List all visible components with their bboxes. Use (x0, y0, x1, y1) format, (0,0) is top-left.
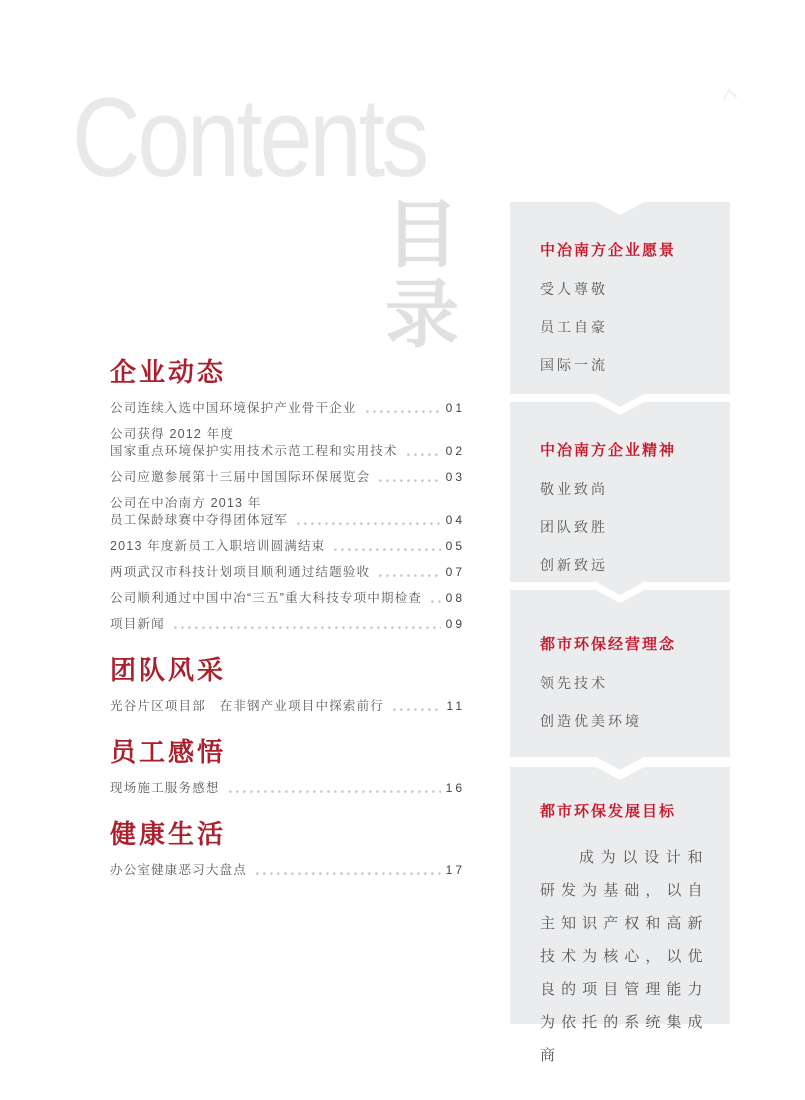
page-number: 04 (445, 513, 465, 527)
panel-paragraph: 成为以设计和研发为基础，以自主知识产权和高新技术为核心，以优良的项目管理能力为依托的系统集成商 (540, 849, 706, 1064)
entry-title: 办公室健康恶习大盘点 (110, 863, 248, 877)
toc-entry[interactable] (110, 590, 465, 607)
section-employee-thoughts (110, 737, 465, 797)
panel-company-vision (510, 202, 730, 394)
dotted-leader (174, 626, 441, 631)
dotted-leader (431, 600, 441, 605)
contents-title-chinese: 目录 (385, 192, 464, 358)
toc-entry[interactable] (110, 862, 465, 879)
page-number: 05 (445, 539, 465, 553)
panel-title: 都市环保发展目标 (540, 803, 677, 820)
page-number: 02 (445, 444, 465, 458)
panel-line: 员工自豪 (540, 319, 608, 335)
page-number: 03 (445, 470, 465, 484)
panel-line: 创造优美环境 (540, 713, 642, 729)
panel-title: 中冶南方企业精神 (540, 442, 677, 459)
dotted-leader (334, 548, 440, 553)
section-healthy-life (110, 819, 465, 879)
entry-title-line1: 公司获得 2012 年度 (110, 427, 235, 441)
entry-title: 公司顺利通过中国中冶“三五”重大科技专项中期检查 (110, 591, 423, 605)
panel-company-spirit (510, 402, 730, 582)
chevron-tab-icon (596, 394, 644, 407)
section-company-news (110, 357, 465, 633)
panel-line: 领先技术 (540, 675, 608, 691)
dotted-leader (407, 453, 441, 458)
section-heading: 健康生活 (110, 820, 227, 849)
corporate-culture-sidebar (510, 202, 730, 1064)
section-heading: 员工感悟 (110, 738, 227, 767)
panel-line: 团队致胜 (540, 519, 608, 535)
page-number: 16 (445, 781, 465, 795)
section-heading: 企业动态 (110, 358, 227, 387)
entry-title: 公司连续入选中国环境保护产业骨干企业 (110, 401, 357, 415)
section-heading: 团队风采 (110, 656, 227, 685)
toc-entry[interactable] (110, 780, 465, 797)
panel-title: 中冶南方企业愿景 (540, 242, 677, 259)
toc-entry[interactable] (110, 538, 465, 555)
chevron-notch-icon (596, 202, 644, 215)
table-of-contents (110, 357, 465, 901)
entry-title-line2: 国家重点环境保护实用技术示范工程和实用技术 (110, 444, 398, 458)
toc-entry[interactable] (110, 564, 465, 581)
dotted-leader (393, 708, 442, 713)
panel-line: 国际一流 (540, 357, 608, 373)
entry-title: 两项武汉市科技计划项目顺利通过结题验收 (110, 565, 371, 579)
entry-title-line1: 公司在中冶南方 2013 年 (110, 496, 262, 510)
panel-line: 敬业致尚 (540, 481, 608, 497)
entry-title: 项目新闻 (110, 617, 165, 631)
page-number: 01 (445, 401, 465, 415)
dotted-leader (256, 872, 441, 877)
dotted-leader (229, 790, 441, 795)
page-number: 17 (445, 863, 465, 877)
page-number: 11 (446, 699, 465, 713)
entry-title: 现场施工服务感想 (110, 781, 220, 795)
entry-title-line2: 员工保龄球赛中夺得团体冠军 (110, 513, 289, 527)
dotted-leader (297, 522, 441, 527)
entry-title: 公司应邀参展第十三届中国国际环保展览会 (110, 470, 371, 484)
dotted-leader (379, 574, 440, 579)
chevron-tab-icon (596, 757, 644, 770)
panel-line: 创新致远 (540, 557, 608, 573)
toc-entry[interactable] (110, 616, 465, 633)
toc-entry[interactable] (110, 698, 465, 715)
panel-title: 都市环保经营理念 (540, 636, 677, 653)
panel-business-philosophy (510, 590, 730, 757)
page-number: 08 (445, 591, 465, 605)
dotted-leader (379, 479, 440, 484)
toc-entry[interactable] (110, 426, 465, 460)
page-number: 09 (445, 617, 465, 631)
corner-print-artifact (723, 88, 737, 108)
toc-entry[interactable] (110, 400, 465, 417)
section-team-style (110, 655, 465, 715)
toc-entry[interactable] (110, 495, 465, 529)
entry-title: 2013 年度新员工入职培训圆满结束 (110, 539, 326, 553)
entry-title: 光谷片区项目部 在非钢产业项目中探索前行 (110, 699, 385, 713)
contents-title: Contents (72, 75, 426, 200)
chevron-tab-icon (596, 582, 644, 595)
dotted-leader (366, 410, 441, 415)
panel-line: 受人尊敬 (540, 281, 608, 297)
panel-development-goal (510, 767, 730, 1064)
page-number: 07 (445, 565, 465, 579)
toc-entry[interactable] (110, 469, 465, 486)
